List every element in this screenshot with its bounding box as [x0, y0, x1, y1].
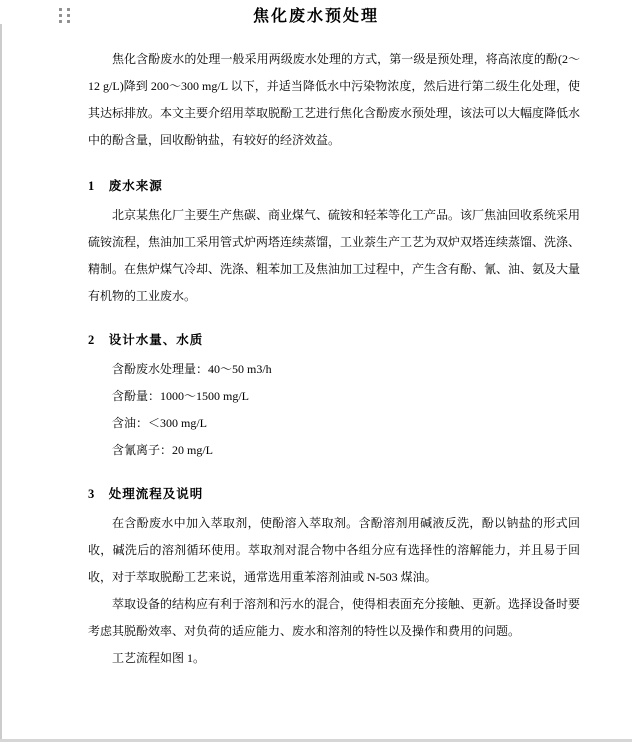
- section-1-heading[interactable]: 1 废水来源: [88, 179, 163, 193]
- section-3-paragraph-1[interactable]: 在含酚废水中加入萃取剂，使酚溶入萃取剂。含酚溶剂用碱液反洗，酚以钠盐的形式回收，碱洗后的溶剂循环使用。萃取剂对混合物中各组分应有选择性的溶解能力，并且易于回收，对于萃取脱酚工艺来说，通常选用重苯溶剂油或 N-503 煤油。: [88, 516, 580, 584]
- handle-dot: [59, 20, 62, 23]
- spec-line-oil[interactable]: 含油：＜300 mg/L: [112, 416, 207, 430]
- section-1-paragraph[interactable]: 北京某焦化厂主要生产焦碳、商业煤气、硫铵和轻苯等化工产品。该厂焦油回收系统采用硫铵流程，焦油加工采用管式炉两塔连续蒸馏，工业萘生产工艺为双炉双塔连续蒸馏、洗涤、精制。在焦炉煤气冷却、洗涤、粗苯加工及焦油加工过程中，产生含有酚、氰、油、氨及大量有机物的工业废水。: [88, 208, 581, 303]
- section-3-heading[interactable]: 3 处理流程及说明: [88, 487, 204, 501]
- handle-dot: [59, 14, 62, 17]
- section-3-paragraph-2[interactable]: 萃取设备的结构应有利于溶剂和污水的混合，使得相表面充分接触、更新。选择设备时要考虑其脱酚效率、对负荷的适应能力、废水和溶剂的特性以及操作和费用的问题。: [88, 597, 581, 638]
- doc-title[interactable]: 焦化废水预处理: [252, 8, 379, 25]
- handle-dot: [67, 8, 70, 11]
- section-3-paragraph-3[interactable]: 工艺流程如图 1。: [112, 651, 206, 665]
- page-left-edge: [0, 24, 2, 742]
- handle-dot: [59, 8, 62, 11]
- handle-dot: [67, 20, 70, 23]
- handle-dot: [67, 14, 70, 17]
- spec-line-phenol[interactable]: 含酚量：1000～1500 mg/L: [112, 389, 249, 403]
- spec-line-cyanide[interactable]: 含氰离子：20 mg/L: [112, 443, 213, 457]
- spec-line-flow[interactable]: 含酚废水处理量：40～50 m3/h: [112, 362, 272, 376]
- intro-paragraph[interactable]: 焦化含酚废水的处理一般采用两级废水处理的方式，第一级是预处理，将高浓度的酚(2～12 g/L)降到 200～300 mg/L 以下，并适当降低水中污染物浓度，然后进行第二级生化处理，使其达标排放。本文主要介绍用萃取脱酚工艺进行焦化含酚废水预处理，该法可以大幅度降低水中的酚含量，回收酚钠盐，有较好的经济效益。: [88, 52, 581, 147]
- section-2-heading[interactable]: 2 设计水量、水质: [88, 333, 204, 347]
- block-drag-handle-icon[interactable]: [59, 8, 70, 23]
